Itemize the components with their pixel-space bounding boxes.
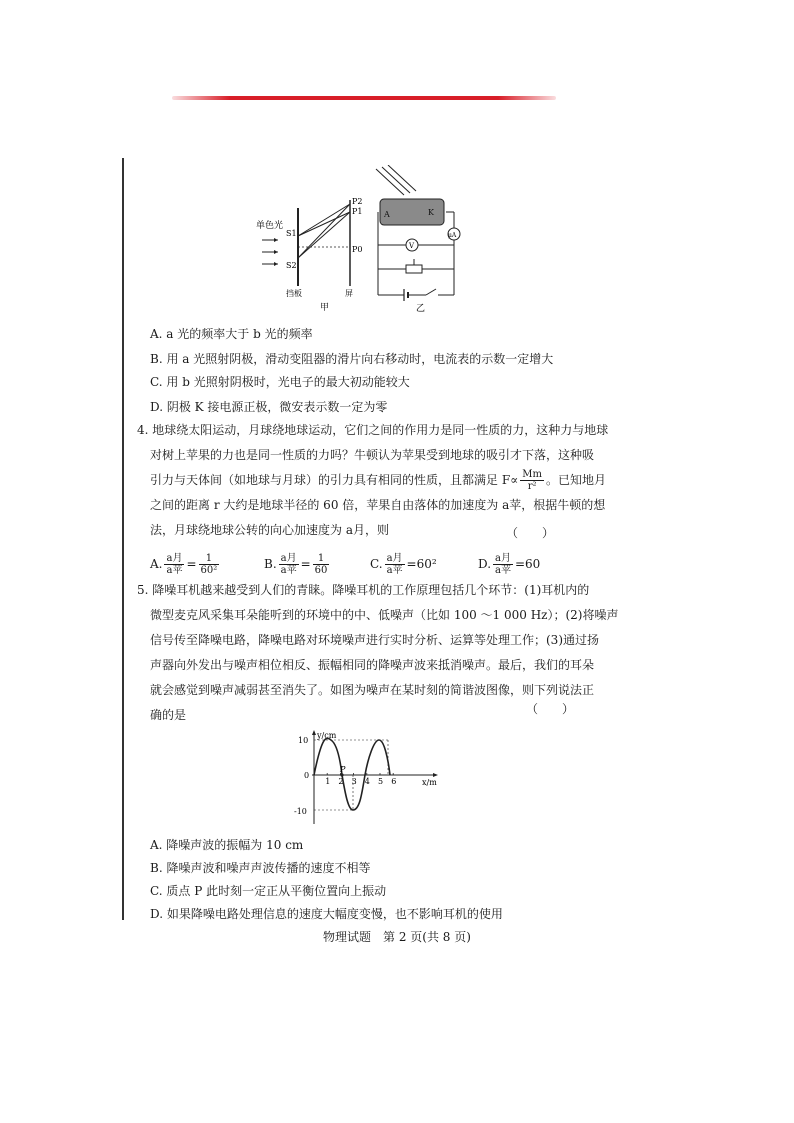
voltmeter-label: V [409,242,415,250]
q4-option-a-label: A. [150,557,163,571]
y-axis-label: y/cm [317,731,337,740]
p2-label: P2 [352,197,363,206]
q3-option-c: C. 用 b 光照射阴极时，光电子的最大初动能较大 [150,375,410,389]
figure-photoelectric-circuit [368,165,464,315]
point-p-label: P [340,765,346,774]
header-red-line [172,96,556,100]
x-tick-label: 5 [378,777,384,786]
q4-option-c-label: C. [370,557,383,571]
wave-graph [290,728,440,826]
q4-line-5: 法，月球绕地球公转的向心加速度为 a月，则 [150,523,389,537]
q5-line-3: 信号传至降噪电路，降噪电路对环境噪声进行实时分析、运算等处理工作；(3)通过扬 [150,633,600,647]
q4-option-d [478,552,540,577]
q3-option-b: B. 用 a 光照射阴极，滑动变阻器的滑片向右移动时，电流表的示数一定增大 [150,352,554,366]
q4-option-b-label: B. [264,557,277,571]
figure-yi-caption: 乙 [416,304,426,314]
q3-option-d: D. 阴极 K 接电源正极，微安表示数一定为零 [150,400,388,414]
gravity-fraction-den: r² [527,481,537,492]
q5-option-a: A. 降噪声波的振幅为 10 cm [150,838,304,852]
x-tick-label: 6 [391,777,397,786]
y-tick-neg10: -10 [294,807,307,816]
question-5 [137,578,619,728]
q4-option-b-den: a苹 [280,565,297,576]
q5-option-c: C. 质点 P 此时刻一定正从平衡位置向上振动 [150,884,387,898]
q4-option-d-num: a月 [495,553,511,564]
q4-option-d-den: a苹 [495,565,511,576]
q4-option-b-num: a月 [280,553,297,564]
q4-option-c-num: a月 [386,553,403,564]
anode-label: A [384,210,390,219]
q3-option-a: A. a 光的频率大于 b 光的频率 [150,327,313,341]
q5-option-b: B. 降噪声波和噪声声波传播的速度不相等 [150,861,371,875]
s1-label: S1 [286,229,297,238]
screen-label: 屏 [345,289,353,298]
y-tick-10: 10 [298,736,309,745]
rheostat [406,265,422,273]
q5-answer-bracket: （ ） [526,702,575,716]
q4-option-c-den: a苹 [386,565,403,576]
q4-option-d-label: D. [478,557,492,571]
q4-option-a-den: a苹 [166,565,183,576]
light-label: 单色光 [256,221,284,231]
s2-label: S2 [286,261,297,270]
q4-option-c-value: =60² [406,557,437,571]
q4-option-d-value: =60 [514,557,541,571]
q4-option-b: B. $\frac{\text{a月}}{\text{a苹}}$ = $\frac{1}{60}$ [264,553,328,576]
x-tick-label: 1 [325,777,331,786]
wave-curve [314,738,390,810]
y-tick-0: 0 [304,771,310,780]
q4-option-c [370,552,437,577]
q4-line-1: 4. 地球绕太阳运动，月球绕地球运动，它们之间的作用力是同一性质的力，这种力与地球 [137,423,609,437]
x-tick-label: 3 [351,777,357,786]
p0-label: P0 [352,245,363,254]
q5-line-1: 5. 降噪耳机越来越受到人们的青睐。降噪耳机的工作原理包括几个环节：(1)耳机内的 [137,583,590,597]
q4-option-a-num: a月 [166,553,183,564]
page-footer: 物理试题 第 2 页(共 8 页) [323,930,471,944]
x-axis-label: x/m [422,778,437,787]
microammeter-label: μA [448,232,457,239]
q5-option-d: D. 如果降噪电路处理信息的速度大幅度变慢，也不影响耳机的使用 [150,907,503,921]
cathode-label: K [428,208,434,217]
q4-line-3 [137,468,607,493]
gravity-fraction [520,469,544,492]
x-tick-label: 2 [338,777,344,786]
q4-line-3-pre: 引力与天体间（如地球与月球）的引力具有相同的性质，且都满足 F∝ [150,473,519,487]
figure-jia-caption: 甲 [320,303,330,313]
q4-option-a: A. $\frac{\text{a月}}{\text{a苹}}$ = $\frac{1}{\text{60²}}$ [150,553,218,576]
q5-line-2: 微型麦克风采集耳朵能听到的环境中的中、低噪声（比如 100 ～1 000 Hz）；(2)将噪声 [150,608,619,622]
q4-line-4: 之间的距离 r 大约是地球半径的 60 倍，苹果自由落体的加速度为 a苹，根据牛顿的想 [150,498,606,512]
q5-line-5: 就会感觉到噪声减弱甚至消失了。如图为噪声在某时刻的简谐波图像，则下列说法正 [150,683,595,697]
p1-label: P1 [352,207,363,216]
figure-double-slit [250,190,370,315]
q4-answer-bracket: （ ） [506,526,555,540]
x-tick-label: 4 [364,777,370,786]
q5-line-4: 声器向外发出与噪声相位相反、振幅相同的降噪声波来抵消噪声。最后，我们的耳朵 [150,658,595,672]
q5-line-6: 确的是 [150,708,187,722]
q4-line-3-post: 。已知地月 [546,473,607,487]
gravity-fraction-num: Mm [522,469,542,480]
q4-line-2: 对树上苹果的力也是同一性质的力吗？牛顿认为苹果受到地球的吸引才下落，这种吸 [150,448,595,462]
binding-margin-line [122,158,124,920]
baffle-label: 挡板 [286,289,302,298]
